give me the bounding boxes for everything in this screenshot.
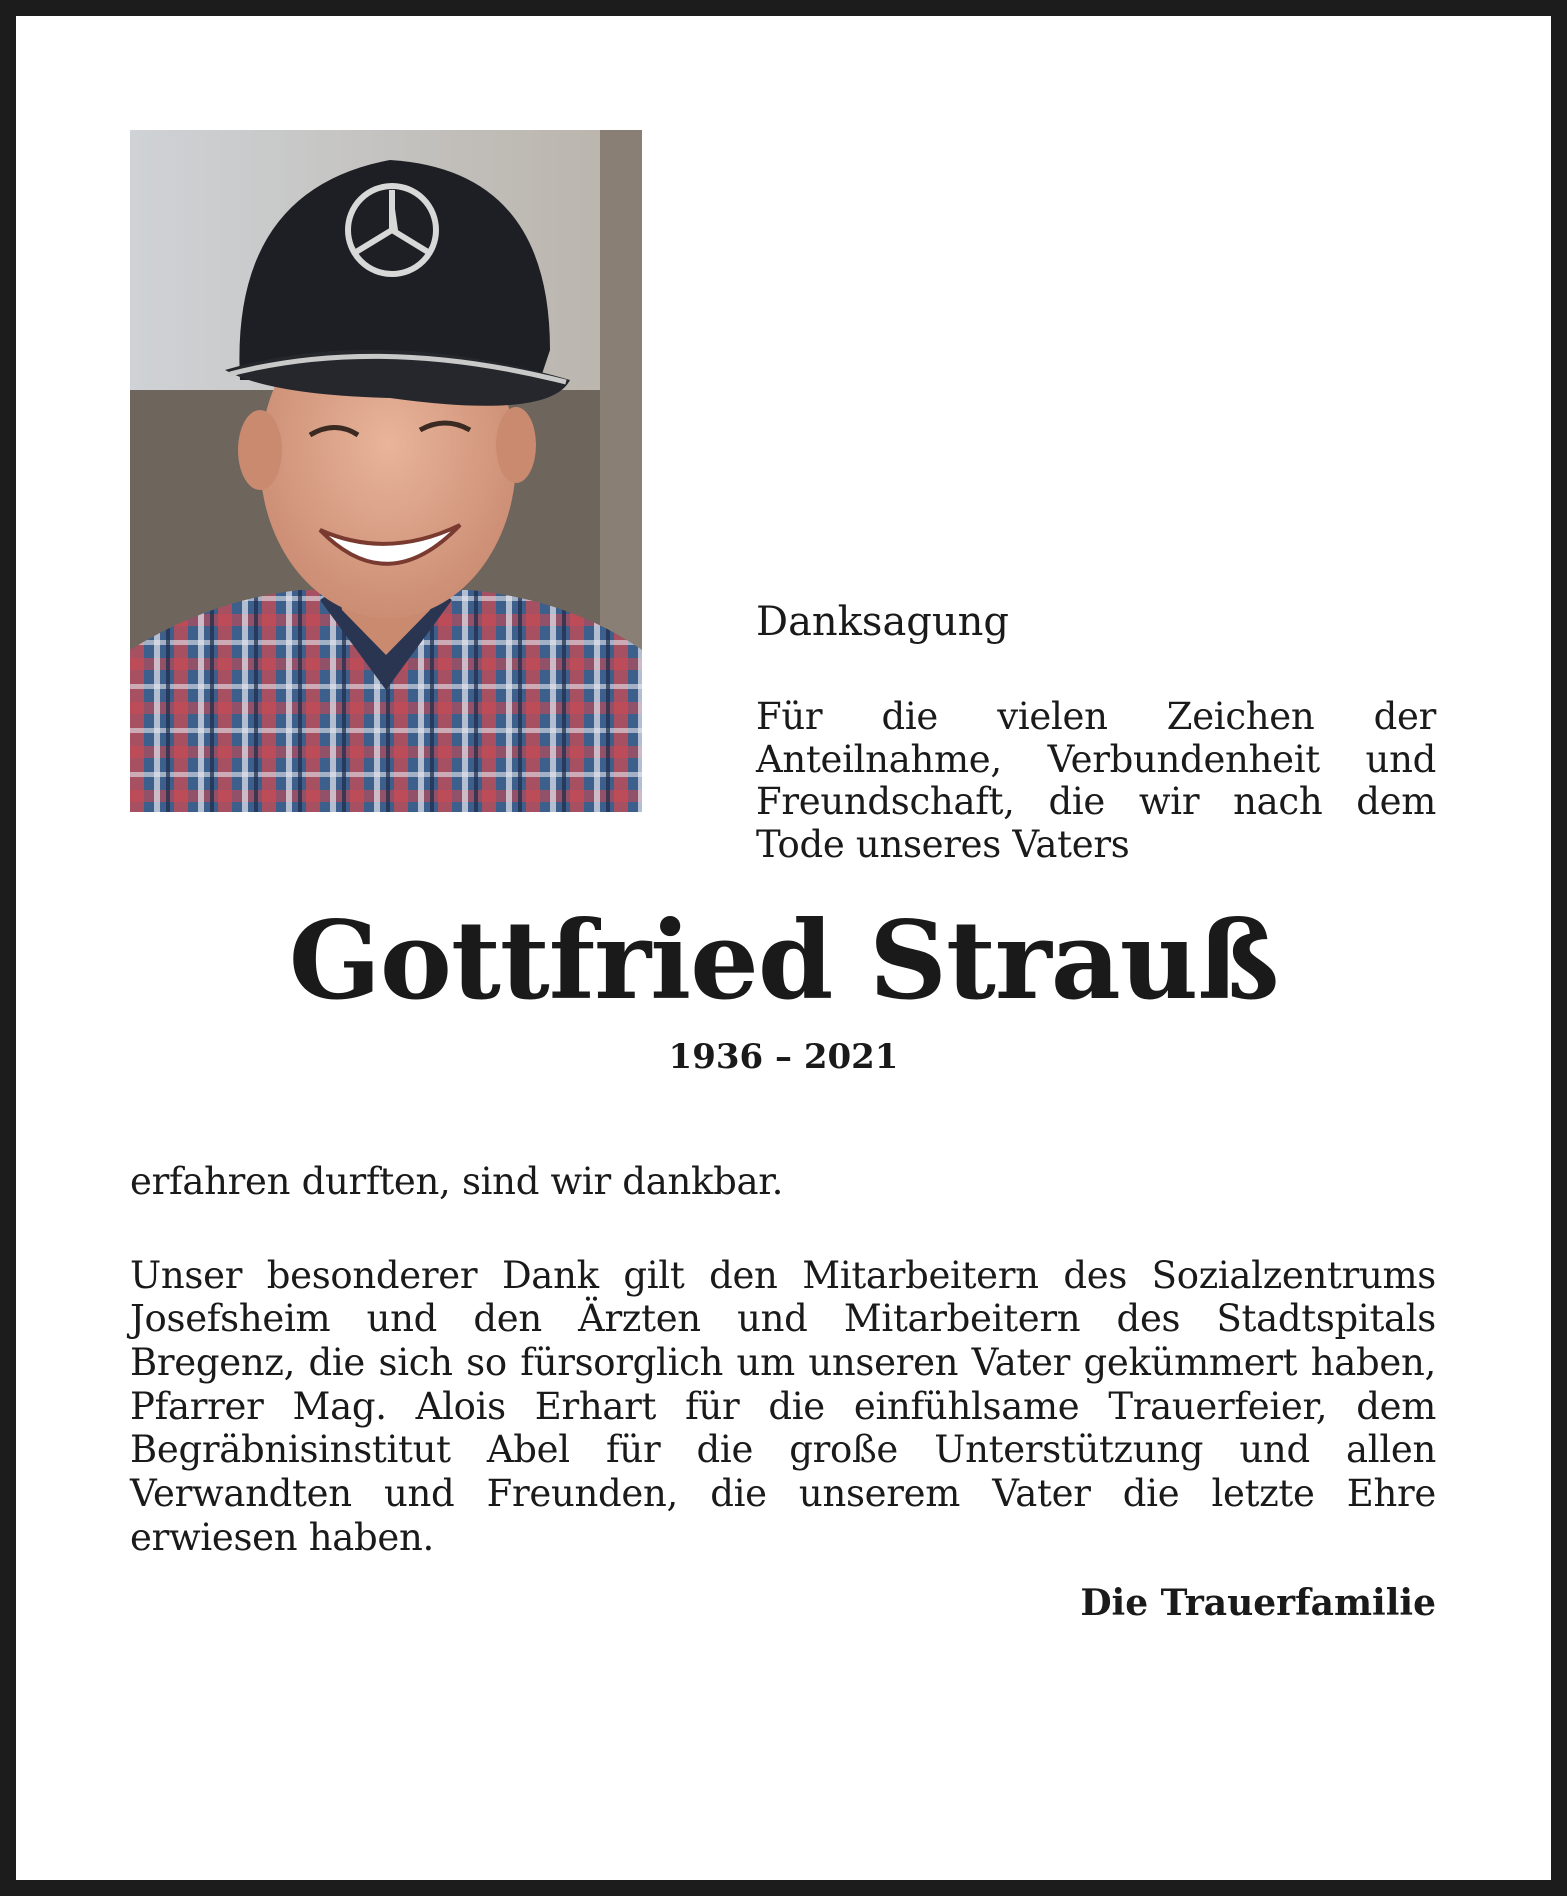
- notice-heading: Danksagung: [756, 599, 1010, 645]
- body-text: [130, 1160, 1436, 1559]
- body-paragraph-1: erfahren durften, sind wir dankbar.: [130, 1160, 784, 1203]
- body-paragraph-2: Unser besonderer Dank gilt den Mitarbeitern des Sozialzentrums Josefsheim und den Ärzten und Mitarbeitern des Stadtspitals Bregenz, die sich so fürsorglich um unseren Vater gekümmert haben, Pfarrer Mag. Alois Erhart für die einfühlsame Trauerfeier, dem Begräbnisinstitut Abel für die große Unterstützung und allen Verwandten und Freunden, die unserem Vater die letzte Ehre erwiesen haben.: [130, 1253, 1436, 1559]
- signature: Die Trauerfamilie: [1080, 1582, 1436, 1624]
- intro-block: [756, 598, 1436, 866]
- portrait-photo-icon: [130, 130, 642, 812]
- deceased-name: Gottfried Strauß: [288, 898, 1279, 1024]
- intro-text: Für die vielen Zeichen der Anteilnahme, Verbundenheit und Freundschaft, die wir nach dem Tode unseres Vaters: [756, 695, 1436, 866]
- portrait-photo: [130, 130, 642, 812]
- life-years: 1936 – 2021: [668, 1037, 899, 1077]
